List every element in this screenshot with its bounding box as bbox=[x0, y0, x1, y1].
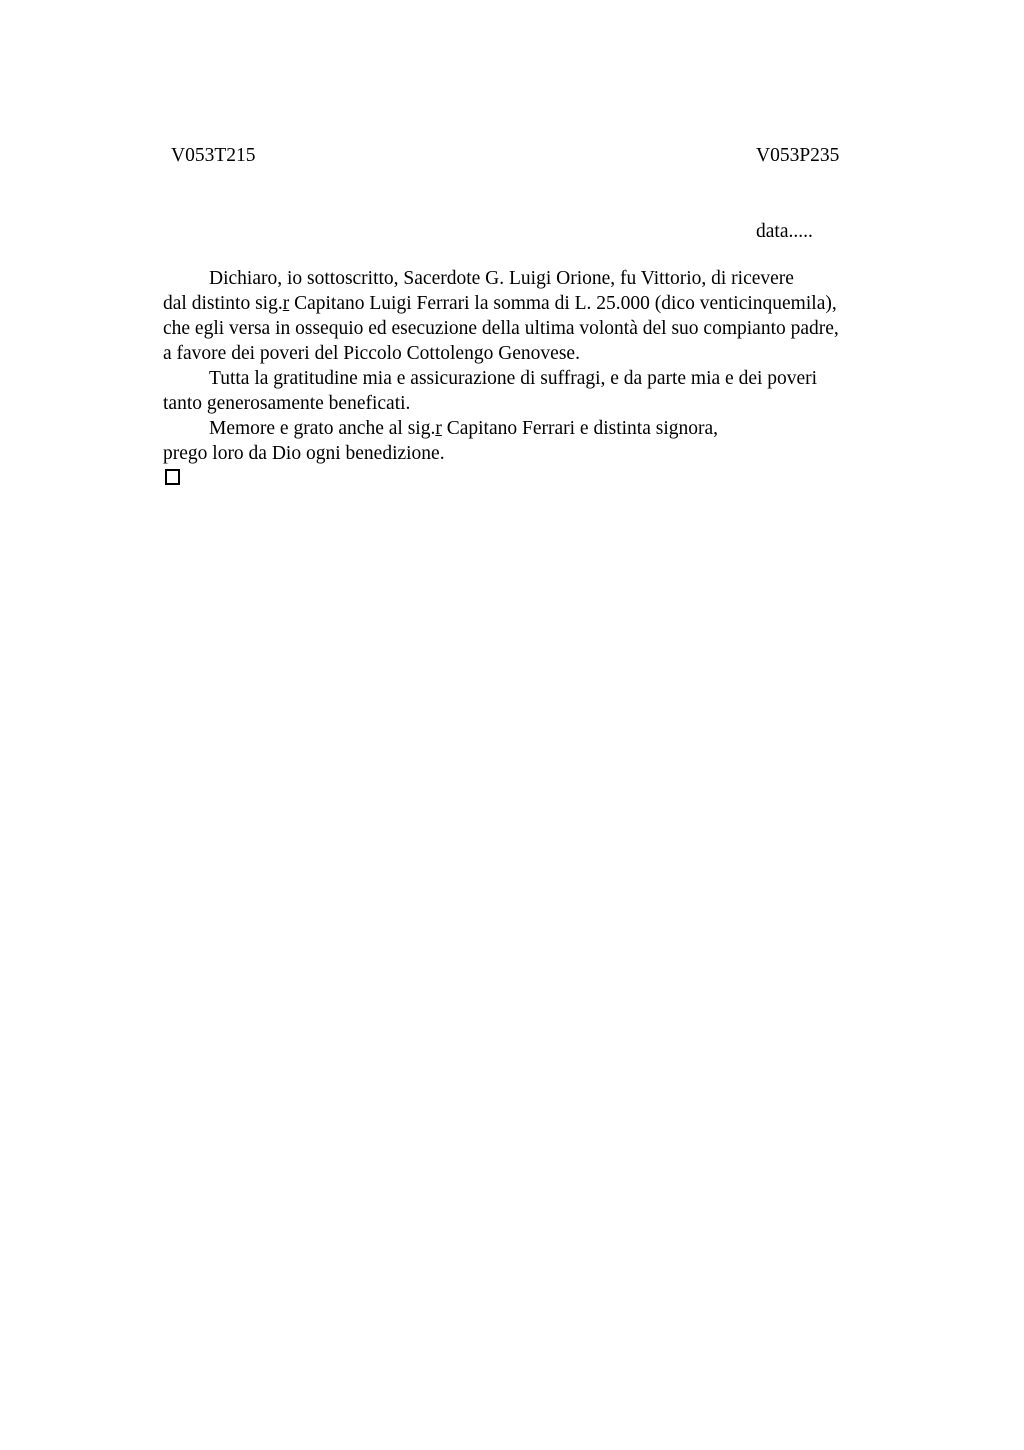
date-line: data..... bbox=[756, 221, 813, 242]
paragraph1-line1: Dichiaro, io sottoscritto, Sacerdote G. Luigi Orione, fu Vittorio, di ricevere bbox=[209, 268, 794, 289]
empty-square-icon bbox=[165, 469, 180, 485]
paragraph2-line2: tanto generosamente beneficati. bbox=[163, 393, 411, 414]
paragraph1-line2-before: dal distinto sig. bbox=[163, 293, 283, 314]
paragraph3-line2: prego loro da Dio ogni benedizione. bbox=[163, 443, 445, 464]
paragraph1-line2-after: Capitano Luigi Ferrari la somma di L. 25.000 (dico venticinquemila), bbox=[289, 293, 837, 314]
header-code-left: V053T215 bbox=[171, 145, 256, 166]
paragraph2-line1: Tutta la gratitudine mia e assicurazione di suffragi, e da parte mia e dei poveri bbox=[209, 368, 818, 389]
paragraph1-line2 bbox=[163, 291, 923, 316]
header-code-right: V053P235 bbox=[756, 145, 840, 166]
abbreviation-underline-r: r bbox=[435, 418, 442, 439]
box-glyph-row bbox=[163, 466, 923, 491]
letter-body bbox=[163, 266, 923, 491]
paragraph3-line1-before: Memore e grato anche al sig. bbox=[209, 418, 436, 439]
paragraph1-line4: a favore dei poveri del Piccolo Cottolengo Genovese. bbox=[163, 343, 580, 364]
paragraph3-line1 bbox=[163, 416, 923, 441]
paragraph1-line3: che egli versa in ossequio ed esecuzione della ultima volontà del suo compianto padre, bbox=[163, 318, 839, 339]
paragraph3-line1-after: Capitano Ferrari e distinta signora, bbox=[441, 418, 719, 439]
abbreviation-underline-r: r bbox=[282, 293, 290, 314]
